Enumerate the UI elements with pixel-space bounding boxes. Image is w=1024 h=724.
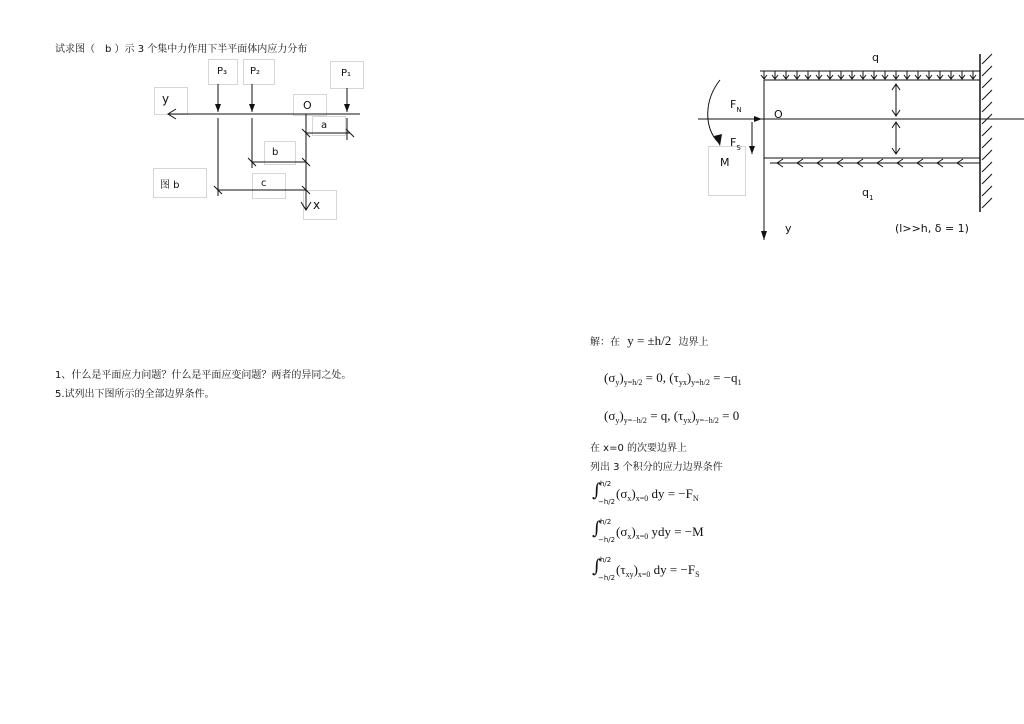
condition-note: (l>>h, δ = 1) <box>895 222 969 235</box>
integral-eq-3: ∫ h/2 −h/2 $(\tau_{xy})_{x=0}$ dy = $-F_S$ <box>592 556 700 582</box>
load-p3-label: P₃ <box>217 66 228 77</box>
boundary-eq-2: $(\sigma_y)_{y=-h/2} = q$, $(\tau_{yx})_{y=-h/2} = 0$ <box>604 408 740 425</box>
dimension-c-label: c <box>261 178 267 189</box>
solution-intro: 解：在 y = ±h/2 边界上 <box>590 333 709 348</box>
axial-force-label: $F_N$ <box>730 98 742 114</box>
x-axis-label: x <box>313 198 321 212</box>
problem-title: 试求图（ b ）示 3 个集中力作用下半平面体内应力分布 <box>55 44 308 55</box>
y-axis-label-right: y <box>785 222 792 235</box>
integral-conditions-line: 列出 3 个积分的应力边界条件 <box>590 462 723 473</box>
y-axis-label: y <box>162 92 170 106</box>
secondary-boundary-line: 在 x=0 的次要边界上 <box>590 443 688 454</box>
load-q1-label: $q_1$ <box>862 186 874 202</box>
question-1: 1、什么是平面应力问题？什么是平面应变问题？两者的异同之处。 <box>55 370 352 381</box>
load-q-label: q <box>872 51 879 64</box>
dimension-b-label: b <box>272 147 279 158</box>
moment-label: M <box>720 156 730 169</box>
integral-eq-1: ∫ h/2 −h/2 $(\sigma_x)_{x=0}$ dy = $-F_N$ <box>592 480 699 506</box>
integral-eq-2: ∫ h/2 −h/2 $(\sigma_x)_{x=0}$ ydy = −M <box>592 518 704 544</box>
shear-force-label: $F_S$ <box>730 136 741 152</box>
boundary-eq-1: $(\sigma_y)_{y=h/2} = 0$, $(\tau_{yx})_{y=h/2} = -q_1$ <box>604 370 742 387</box>
question-5: 5.试列出下图所示的全部边界条件。 <box>55 389 215 400</box>
load-p2-label: P₂ <box>250 66 261 77</box>
figure-caption: 图 b <box>160 180 180 191</box>
dimension-a-label: a <box>321 120 328 131</box>
origin-label: O <box>303 99 312 112</box>
load-p1-label: P₁ <box>341 68 352 79</box>
origin-label-right: O <box>774 108 783 121</box>
